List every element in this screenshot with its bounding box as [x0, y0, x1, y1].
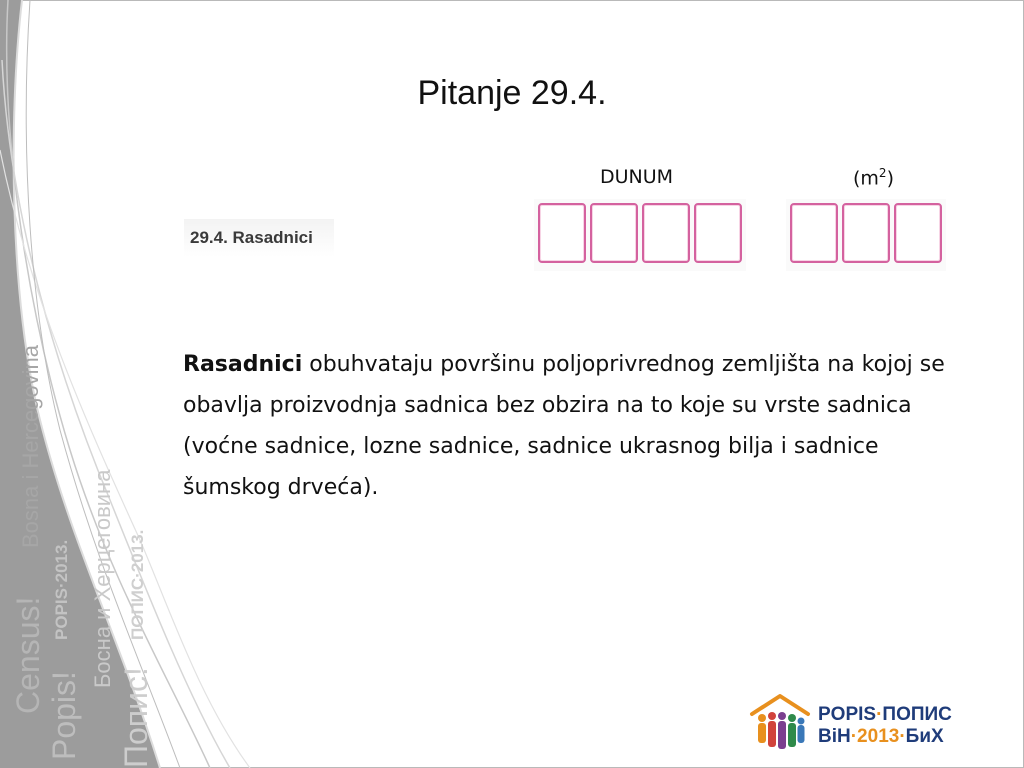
dunum-input-boxes: [534, 199, 746, 271]
dunum-digit-box: [694, 203, 742, 263]
m2-digit-box: [842, 203, 890, 263]
logo-popis-latin: POPIS: [818, 704, 877, 725]
side-text-popis-cyrillic: Попис!: [118, 667, 154, 768]
definition-paragraph: [183, 344, 983, 508]
dunum-digit-box: [590, 203, 638, 263]
unit-label-m2: $(m^2)$: [853, 166, 894, 190]
m2-digit-box: [894, 203, 942, 263]
logo-bih-latin: BiH: [818, 726, 851, 747]
m2-input-boxes: [786, 199, 946, 271]
logo-popis-cyrillic: ПОПИС: [882, 704, 952, 725]
logo-line-1: [818, 704, 952, 726]
side-text-popis-cyrillic-year: ПОПИС·2013.: [128, 529, 147, 640]
side-text-popis: Popis!: [46, 671, 82, 760]
m2-digit-box: [790, 203, 838, 263]
logo-line-2: [818, 726, 944, 748]
side-text-bosna: Bosna i Hercegovina: [18, 344, 43, 548]
logo-year: ·2013·: [850, 726, 906, 747]
census-house-people-icon: [748, 692, 812, 754]
side-text-popis-year: POPIS·2013.: [52, 539, 71, 640]
dunum-digit-box: [642, 203, 690, 263]
side-text-census: Census!: [10, 596, 46, 714]
dunum-digit-box: [538, 203, 586, 263]
definition-term: Rasadnici: [183, 352, 303, 377]
logo-bih-cyrillic: БиХ: [905, 726, 944, 747]
definition-text: obuhvataju površinu poljoprivrednog zemljišta na kojoj se obavlja proizvodnja sadnica bez obzira na to koje su vrste sadnica (voćne sadnice, lozne sadnice, sadnice ukrasnog bilja i sadnice šumskog drveća).: [183, 352, 945, 500]
unit-label-dunum: DUNUM: [600, 166, 674, 188]
logo-dot: ·: [876, 704, 883, 725]
side-text-bosna-cyrillic: Босна и Херцеговина: [90, 469, 115, 688]
form-field-label: 29.4. Rasadnici: [184, 219, 334, 257]
popis-bih-2013-logo: [748, 690, 978, 756]
slide-title: Pitanje 29.4.: [417, 74, 607, 112]
